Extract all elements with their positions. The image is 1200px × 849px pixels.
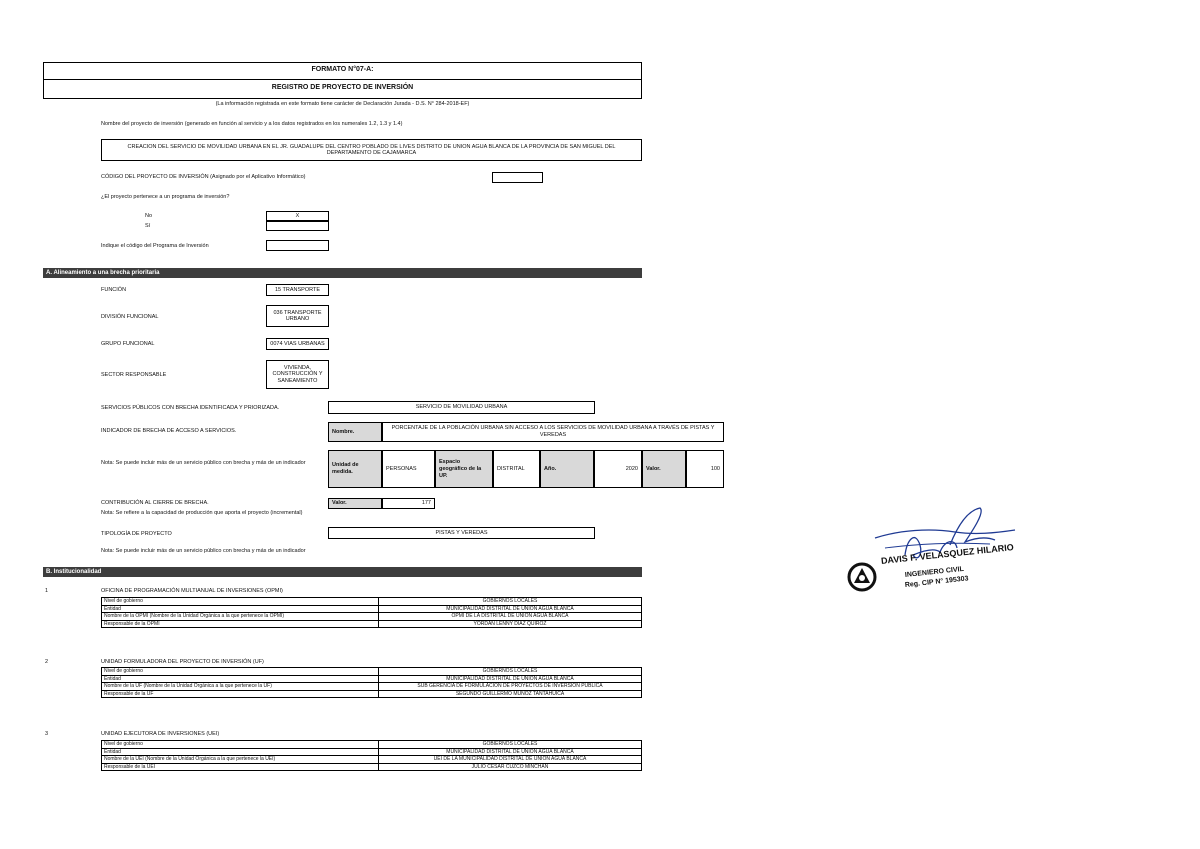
no-checkbox[interactable]: X <box>266 211 329 221</box>
row-value: MUNICIPALIDAD DISTRITAL DE UNION AGUA BLANCA <box>379 748 642 756</box>
table-row <box>102 741 642 749</box>
row-label: Nivel de gobierno <box>102 741 379 749</box>
project-name-value: CREACION DEL SERVICIO DE MOVILIDAD URBANA EN EL JR. GUADALUPE DEL CENTRO POBLADO DE LIVES DISTRITO DE UNION AGUA BLANCA DE LA PROVINCIA DE SAN MIGUEL DEL DEPARTAMENTO DE CAJAMARCA <box>101 139 642 161</box>
row-label: Nombre de la UF (Nombre de la Unidad Orgánica a la que pertenece la UF) <box>102 683 379 691</box>
servicios-label: SERVICIOS PÚBLICOS CON BRECHA IDENTIFICADA Y PRIORIZADA. <box>101 405 280 411</box>
valor-value: 100 <box>686 450 724 488</box>
row-label: Entidad <box>102 675 379 683</box>
sector-label: SECTOR RESPONSABLE <box>101 372 167 378</box>
group-1-heading: OFICINA DE PROGRAMACIÓN MULTIANUAL DE INVERSIONES (OPMI) <box>101 588 283 594</box>
program-code-field[interactable] <box>266 240 329 251</box>
nombre-value: PORCENTAJE DE LA POBLACIÓN URBANA SIN ACCESO A LOS SERVICIOS DE MOVILIDAD URBANA A TRAVÉS DE PISTAS Y VEREDAS <box>382 422 724 442</box>
row-label: Nombre de la UEI (Nombre de la Unidad Orgánica a la que pertenece la UEI) <box>102 756 379 764</box>
si-checkbox[interactable] <box>266 221 329 231</box>
header-box <box>43 62 642 99</box>
tipologia-label: TIPOLOGÍA DE PROYECTO <box>101 531 172 537</box>
table-row <box>102 620 642 628</box>
group-2-number: 2 <box>45 659 49 665</box>
row-label: Entidad <box>102 748 379 756</box>
table-row <box>102 598 642 606</box>
group-1-number: 1 <box>45 588 49 594</box>
sector-value: VIVIENDA, CONSTRUCCIÓN Y SANEAMIENTO <box>266 360 329 389</box>
grupo-value: 0074 VIAS URBANAS <box>266 338 329 350</box>
division-label: DIVISIÓN FUNCIONAL <box>101 314 159 320</box>
row-value: OPMI DE LA DISTRITAL DE UNION AGUA BLANCA <box>379 613 642 621</box>
table-row <box>102 763 642 771</box>
servicios-value: SERVICIO DE MOVILIDAD URBANA <box>328 401 595 414</box>
row-value: MUNICIPALIDAD DISTRITAL DE UNION AGUA BLANCA <box>379 605 642 613</box>
format-subtitle: REGISTRO DE PROYECTO DE INVERSIÓN <box>271 84 414 91</box>
signature-reg: Reg. CIP N° 195303 <box>904 575 969 589</box>
header-note: (La información registrada en este formato tiene carácter de Declaración Jurada - D.S. N° 284-2018-EF) <box>215 101 470 107</box>
no-label: No <box>145 213 153 219</box>
nota-capacidad: Nota: Se refiere a la capacidad de producción que aporta el proyecto (incremental) <box>101 510 303 516</box>
row-label: Responsable de la OPMI <box>102 620 379 628</box>
valor-label: Valor. <box>642 450 686 488</box>
nombre-label: Nombre. <box>328 422 382 442</box>
row-label: Nivel de gobierno <box>102 668 379 676</box>
row-value: MUNICIPALIDAD DISTRITAL DE UNION AGUA BLANCA <box>379 675 642 683</box>
si-label: Sí <box>145 223 151 229</box>
row-value: GOBIERNOS LOCALES <box>379 741 642 749</box>
row-value: GOBIERNOS LOCALES <box>379 668 642 676</box>
contribucion-label: CONTRIBUCIÓN AL CIERRE DE BRECHA. <box>101 500 209 506</box>
row-value: SUB GERENCIA DE FORMULACION DE PROYECTOS DE INVERSION PUBLICA <box>379 683 642 691</box>
row-value: SEGUNDO GUILLERMO MUÑOZ TANTAHUICA <box>379 690 642 698</box>
project-code-label: CÓDIGO DEL PROYECTO DE INVERSIÓN (Asignado por el Aplicativo Informático) <box>101 174 306 180</box>
project-code-field[interactable] <box>492 172 543 183</box>
row-value: YORDAN LENNY DIAZ QUIROZ <box>379 620 642 628</box>
row-label: Responsable de la UEI <box>102 763 379 771</box>
table-row <box>102 756 642 764</box>
section-b-header: B. Institucionalidad <box>43 567 642 577</box>
unidad-label: Unidad de medida. <box>328 450 382 488</box>
table-row <box>102 605 642 613</box>
unidad-value: PERSONAS <box>382 450 435 488</box>
row-label: Entidad <box>102 605 379 613</box>
section-a-header: A. Alineamiento a una brecha prioritaria <box>43 268 642 278</box>
signature-name: DAVIS F. VELASQUEZ HILARIO <box>880 542 1015 566</box>
table-row <box>102 748 642 756</box>
contribucion-valor-label: Valor. <box>328 498 382 509</box>
division-value: 036 TRANSPORTE URBANO <box>266 305 329 327</box>
row-value: GOBIERNOS LOCALES <box>379 598 642 606</box>
anio-value: 2020 <box>594 450 642 488</box>
group-2-heading: UNIDAD FORMULADORA DEL PROYECTO DE INVERSIÓN (UF) <box>101 659 264 665</box>
row-label: Nivel de gobierno <box>102 598 379 606</box>
project-name-label: Nombre del proyecto de inversión (generado en función al servicio y a los datos registrados en los numerales 1.2, 1.3 y 1.4) <box>101 121 403 127</box>
tipologia-value: PISTAS Y VEREDAS <box>328 527 595 539</box>
table-row <box>102 613 642 621</box>
cip-seal-icon <box>847 562 877 592</box>
row-value: JULIO CESAR CUZCO MINCHAN <box>379 763 642 771</box>
table-row <box>102 668 642 676</box>
nota-indicador: Nota: Se puede incluir más de un servicio público con brecha y más de un indicador <box>101 460 306 466</box>
row-label: Responsable de la UF <box>102 690 379 698</box>
format-title: FORMATO N°07-A: <box>311 66 374 73</box>
espacio-label: Espacio geográfico de la UP. <box>435 450 493 488</box>
signature-title: INGENIERO CIVIL <box>904 565 965 579</box>
nota-servicio: Nota: Se puede incluir más de un servicio público con brecha y más de un indicador <box>101 548 306 554</box>
group-3-number: 3 <box>45 731 49 737</box>
signature-stamp <box>845 500 1025 610</box>
program-question: ¿El proyecto pertenece a un programa de inversión? <box>101 194 230 200</box>
opmi-table <box>101 597 642 628</box>
row-label: Nombre de la OPMI (Nombre de la Unidad Orgánica a la que pertenece la OPMI) <box>102 613 379 621</box>
table-row <box>102 675 642 683</box>
funcion-value: 15 TRANSPORTE <box>266 284 329 296</box>
uf-table <box>101 667 642 698</box>
row-value: UEI DE LA MUNICIPALIDAD DISTRITAL DE UNION AGUA BLANCA <box>379 756 642 764</box>
table-row <box>102 683 642 691</box>
header-divider <box>44 79 641 80</box>
uei-table <box>101 740 642 771</box>
group-3-heading: UNIDAD EJECUTORA DE INVERSIONES (UEI) <box>101 731 220 737</box>
table-row <box>102 690 642 698</box>
grupo-label: GRUPO FUNCIONAL <box>101 341 155 347</box>
funcion-label: FUNCIÓN <box>101 287 127 293</box>
program-code-label: Indique el código del Programa de Inversión <box>101 243 209 249</box>
anio-label: Año. <box>540 450 594 488</box>
indicador-label: INDICADOR DE BRECHA DE ACCESO A SERVICIOS. <box>101 428 237 434</box>
contribucion-value: 177 <box>382 498 435 509</box>
espacio-value: DISTRITAL <box>493 450 540 488</box>
